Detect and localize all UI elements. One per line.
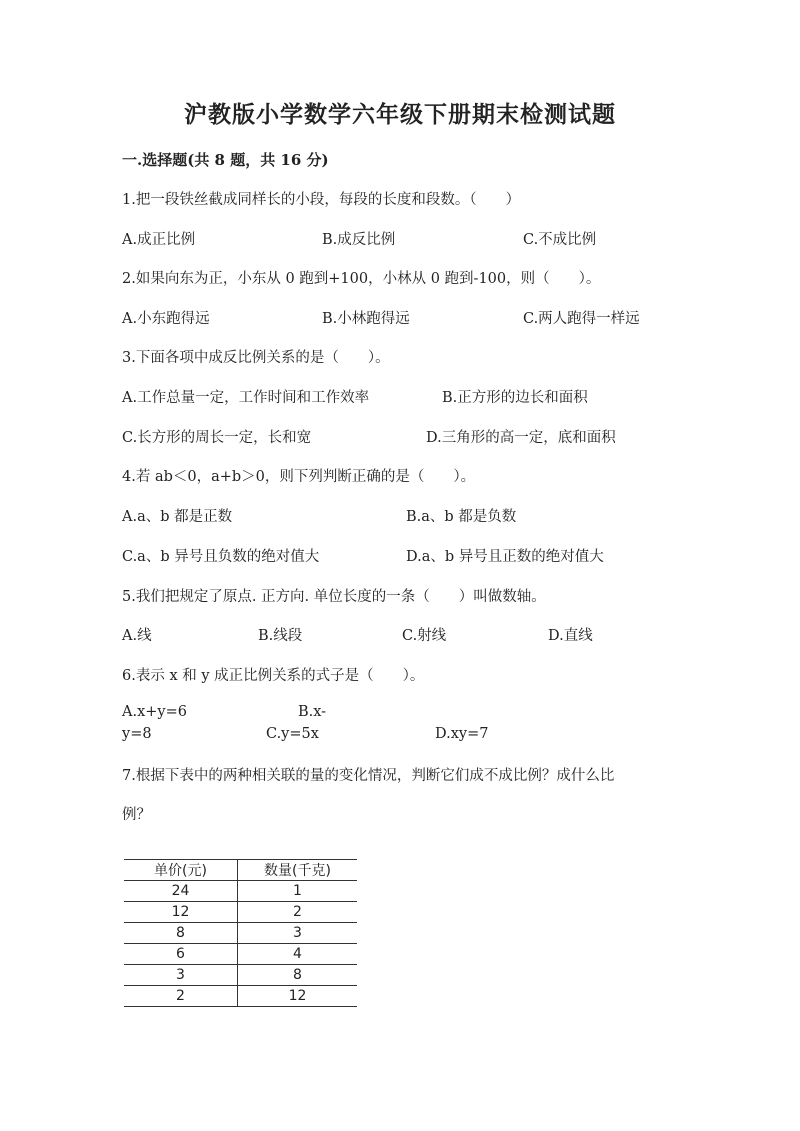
q2-option-c: C.两人跑得一样远 <box>523 311 640 327</box>
header-unit-price: 单价(元) <box>124 860 238 881</box>
cell-price: 12 <box>124 902 238 923</box>
cell-price: 2 <box>124 986 238 1007</box>
q3-option-b: B.正方形的边长和面积 <box>442 390 588 406</box>
cell-price: 24 <box>124 881 238 902</box>
table-row <box>124 965 357 986</box>
cell-quantity: 3 <box>238 923 358 944</box>
price-quantity-table <box>124 859 357 1007</box>
q6-option-c: C.y=5x <box>266 726 319 742</box>
cell-price: 8 <box>124 923 238 944</box>
q1-option-b: B.成反比例 <box>322 232 396 248</box>
cell-quantity: 4 <box>238 944 358 965</box>
table-row <box>124 923 357 944</box>
q3-option-a: A.工作总量一定，工作时间和工作效率 <box>122 390 370 406</box>
q2-option-a: A.小东跑得远 <box>122 311 210 327</box>
question-3: 3.下面各项中成反比例关系的是（ ）。 <box>122 350 390 366</box>
cell-quantity: 12 <box>238 986 358 1007</box>
cell-quantity: 8 <box>238 965 358 986</box>
q4-option-c: C.a、b 异号且负数的绝对值大 <box>122 549 320 565</box>
q1-option-c: C.不成比例 <box>523 232 597 248</box>
page-title: 沪教版小学数学六年级下册期末检测试题 <box>184 101 616 128</box>
question-5: 5.我们把规定了原点. 正方向. 单位长度的一条（ ）叫做数轴。 <box>122 589 546 605</box>
table-row <box>124 944 357 965</box>
question-1: 1.把一段铁丝截成同样长的小段，每段的长度和段数。（ ） <box>122 192 521 208</box>
question-6: 6.表示 x 和 y 成正比例关系的式子是（ ）。 <box>122 668 425 684</box>
question-4: 4.若 ab＜0，a+b＞0，则下列判断正确的是（ ）。 <box>122 469 476 485</box>
table-row <box>124 881 357 902</box>
q5-option-d: D.直线 <box>548 628 593 644</box>
q5-option-b: B.线段 <box>258 628 303 644</box>
section-heading: 一.选择题(共 8 题，共 16 分) <box>122 151 329 169</box>
q6-option-d: D.xy=7 <box>435 726 489 742</box>
q5-option-c: C.射线 <box>402 628 447 644</box>
cell-quantity: 1 <box>238 881 358 902</box>
q3-option-c: C.长方形的周长一定，长和宽 <box>122 430 312 446</box>
table-header-row <box>124 860 357 881</box>
cell-quantity: 2 <box>238 902 358 923</box>
header-quantity: 数量(千克) <box>238 860 358 881</box>
question-7-continued: 例？ <box>122 807 151 823</box>
question-7: 7.根据下表中的两种相关联的量的变化情况，判断它们成不成比例？成什么比 <box>122 768 615 784</box>
q6-option-b-continued: y=8 <box>122 726 152 742</box>
q6-option-a: A.x+y=6 <box>122 704 187 720</box>
table-row <box>124 902 357 923</box>
q1-option-a: A.成正比例 <box>122 232 196 248</box>
question-2: 2.如果向东为正，小东从 0 跑到+100，小林从 0 跑到-100，则（ ）。 <box>122 271 601 287</box>
q3-option-d: D.三角形的高一定，底和面积 <box>426 430 616 446</box>
q4-option-b: B.a、b 都是负数 <box>406 509 517 525</box>
q6-option-b: B.x- <box>298 704 327 720</box>
q5-option-a: A.线 <box>122 628 152 644</box>
cell-price: 6 <box>124 944 238 965</box>
q4-option-d: D.a、b 异号且正数的绝对值大 <box>406 549 604 565</box>
cell-price: 3 <box>124 965 238 986</box>
q4-option-a: A.a、b 都是正数 <box>122 509 233 525</box>
q2-option-b: B.小林跑得远 <box>322 311 410 327</box>
table-row <box>124 986 357 1007</box>
